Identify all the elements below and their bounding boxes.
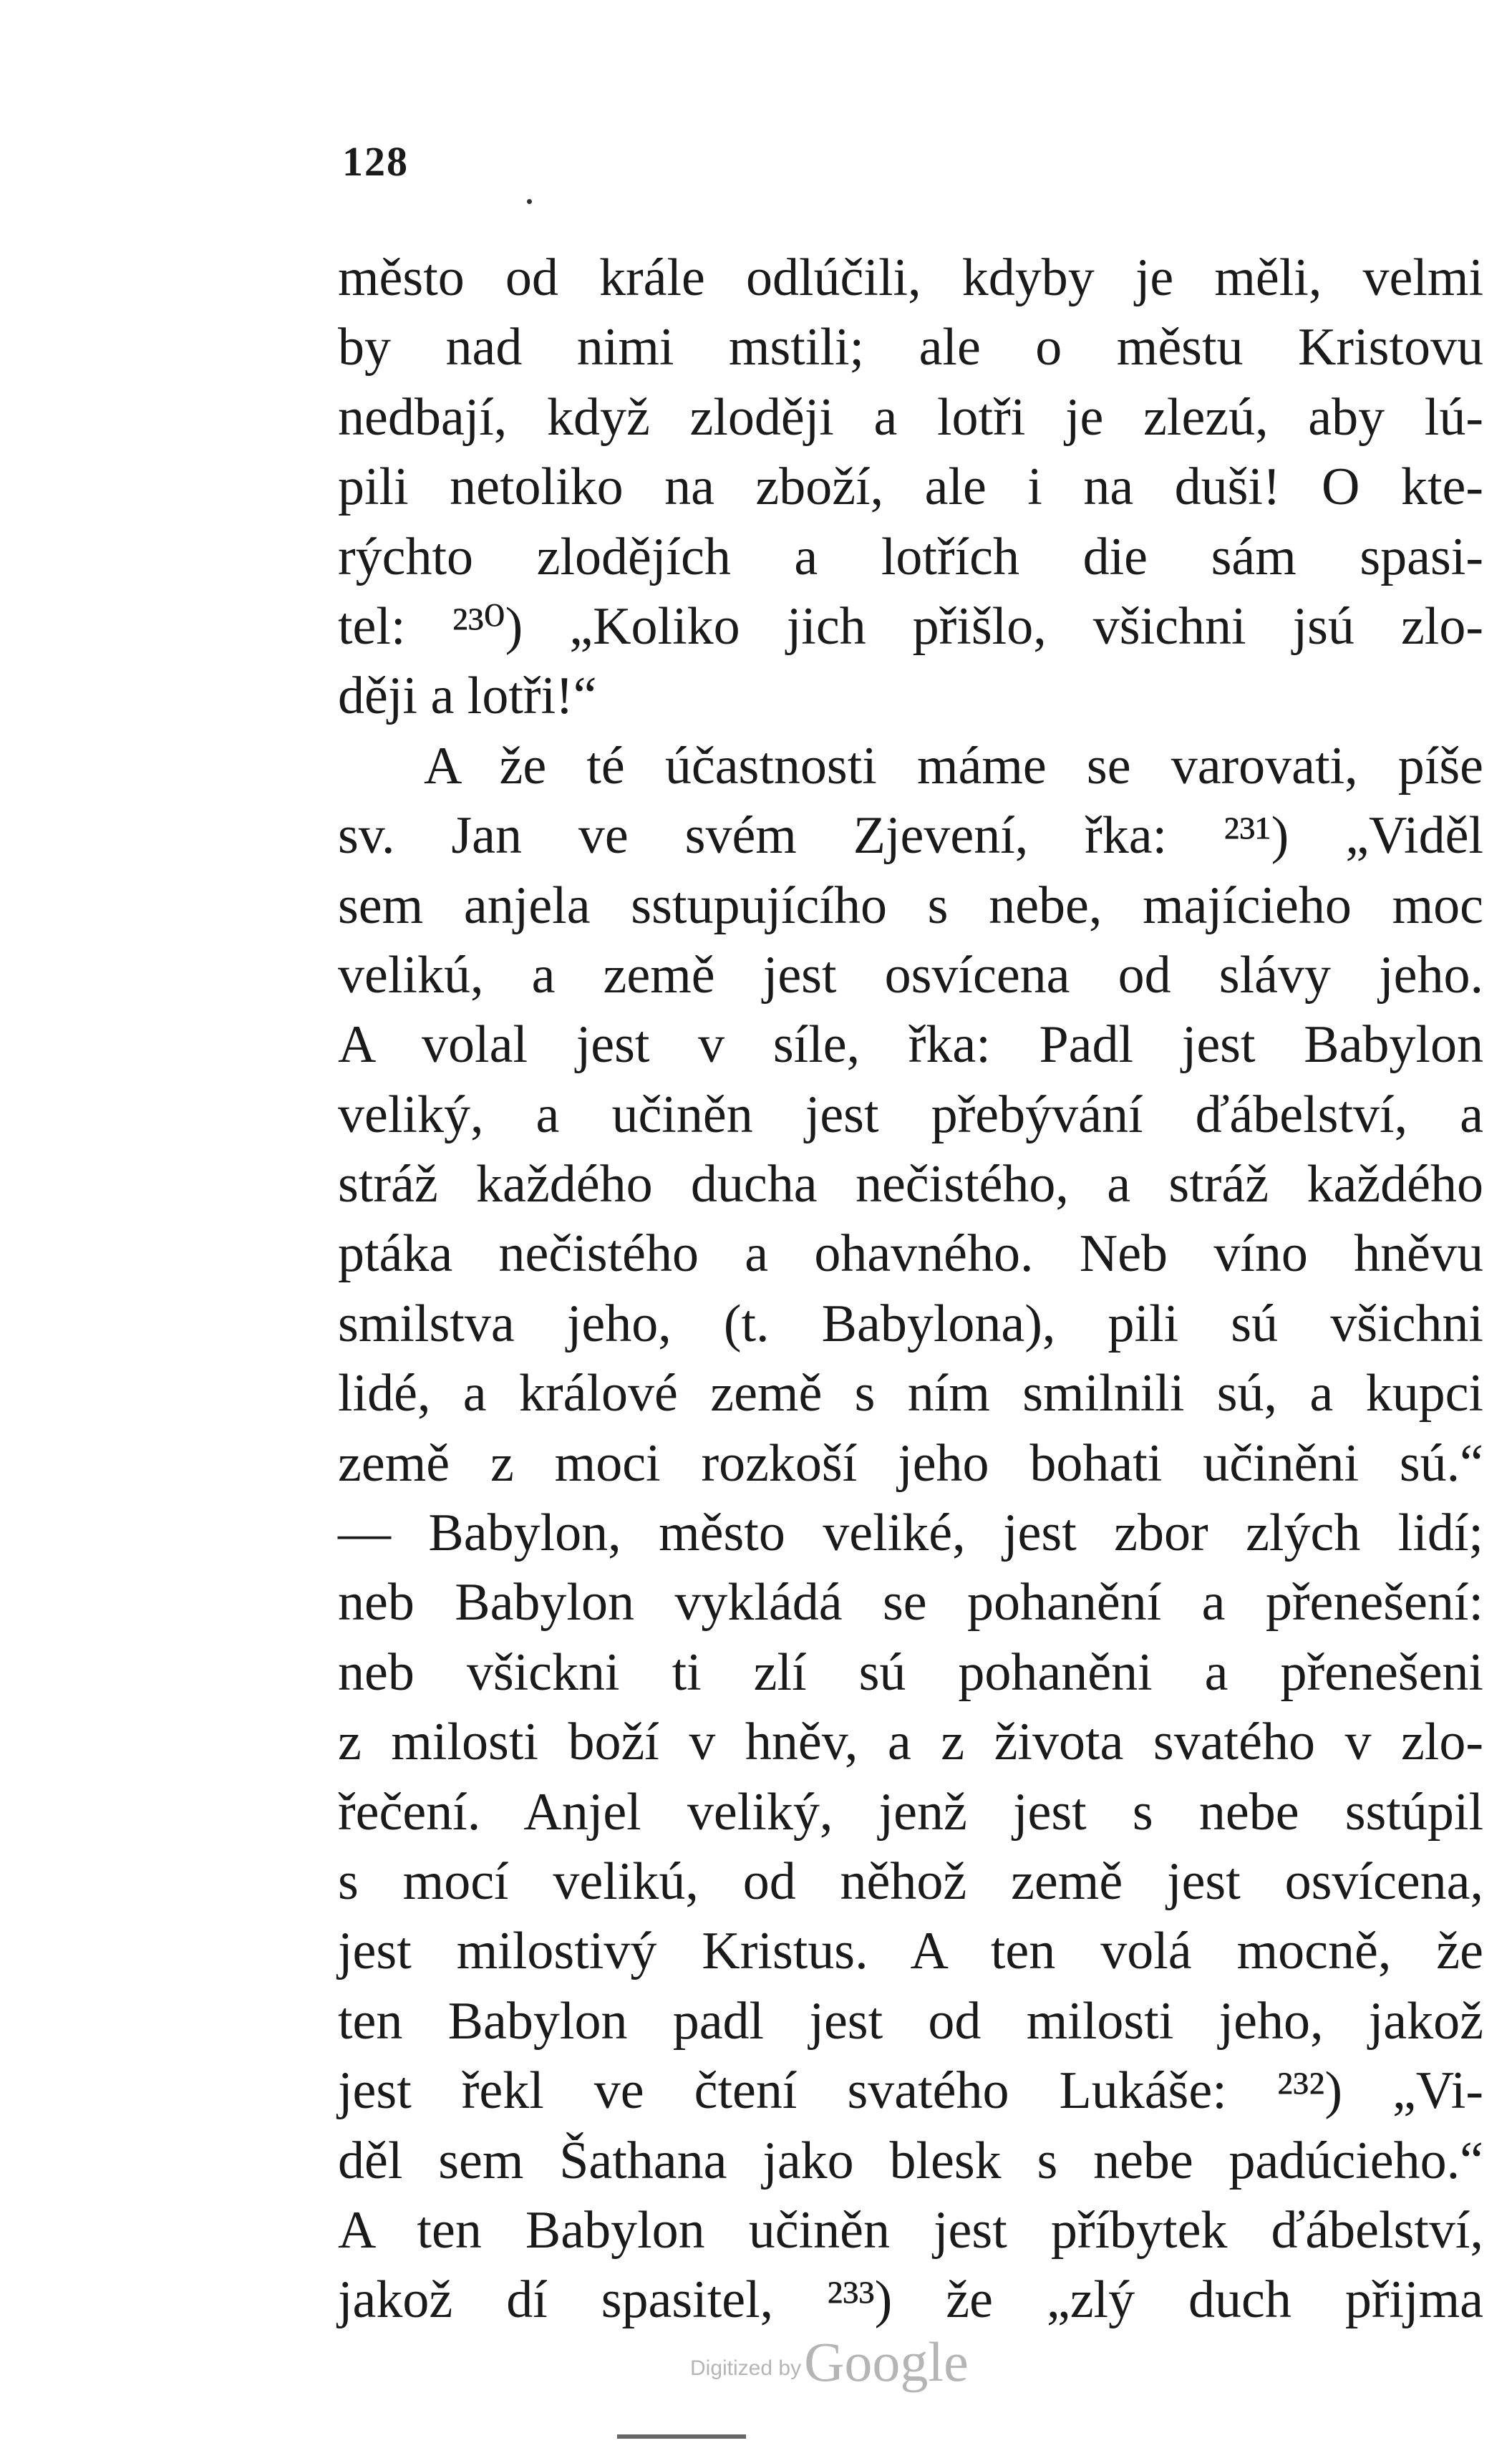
text-line: s mocí velikú, od něhož země jest osvícena, [338,1852,1483,1911]
ink-speck [527,199,532,204]
text-line: by nad nimi mstili; ale o městu Kristovu [338,318,1483,377]
text-line: tel: ²³⁰) „Koliko jich přišlo, všichni jsú zlo- [338,596,1483,656]
text-line: rýchto zlodějích a lotřích die sám spasi- [338,527,1483,586]
bottom-edge-mark [617,2434,746,2439]
text-line: jest milostivý Kristus. A ten volá mocně, že [338,1922,1483,1981]
text-line: řečení. Anjel veliký, jenž jest s nebe sstúpil [338,1782,1483,1842]
google-logo: Google [804,2331,969,2393]
text-line: nedbají, když zloději a lotři je zlezú, aby lú- [338,387,1483,447]
text-line: sv. Jan ve svém Zjevení, řka: ²³¹) „Viděl [338,806,1483,866]
text-line: A ten Babylon učiněn jest příbytek ďábelství, [338,2200,1483,2260]
text-line: ptáka nečistého a ohavného. Neb víno hněvu [338,1224,1483,1284]
text-line: sem anjela sstupujícího s nebe, majícieho moc [338,876,1483,935]
text-line: neb všickni ti zlí sú pohaněni a přenešeni [338,1643,1483,1702]
page-number: 128 [342,138,409,185]
text-line: ději a lotři!“ [338,667,597,726]
text-line: velikú, a země jest osvícena od slávy jeho. [338,945,1483,1005]
text-line: neb Babylon vykládá se pohanění a přenešení: [338,1573,1483,1632]
text-line: pili netoliko na zboží, ale i na duši! O kte- [338,458,1483,517]
text-line: jakož dí spasitel, ²³³) že „zlý duch přijma [338,2270,1483,2330]
digitized-by-watermark [690,2330,969,2394]
text-line: smilstva jeho, (t. Babylona), pili sú všichni [338,1294,1483,1353]
text-line: — Babylon, město veliké, jest zbor zlých lidí; [338,1504,1483,1563]
watermark-prefix: Digitized by [690,2356,802,2380]
text-line: ten Babylon padl jest od milosti jeho, jakož [338,1991,1483,2051]
text-line: jest řekl ve čtení svatého Lukáše: ²³²) „Vi- [338,2061,1483,2121]
text-line: veliký, a učiněn jest přebývání ďábelství, a [338,1085,1483,1144]
text-line: A volal jest v síle, řka: Padl jest Babylon [338,1015,1483,1075]
text-line: stráž každého ducha nečistého, a stráž každého [338,1155,1483,1214]
text-line: děl sem Šathana jako blesk s nebe padúcieho.“ [338,2131,1483,2190]
body-text [338,243,1483,2336]
text-line: město od krále odlúčili, kdyby je měli, velmi [338,248,1483,307]
text-line: lidé, a králové země s ním smilnili sú, a kupci [338,1364,1483,1423]
text-line: země z moci rozkoší jeho bohati učiněni sú.“ [338,1433,1483,1493]
text-line: z milosti boží v hněv, a z života svatého v zlo- [338,1713,1483,1772]
paragraph-first-line: A že té účastnosti máme se varovati, píše [424,736,1483,795]
